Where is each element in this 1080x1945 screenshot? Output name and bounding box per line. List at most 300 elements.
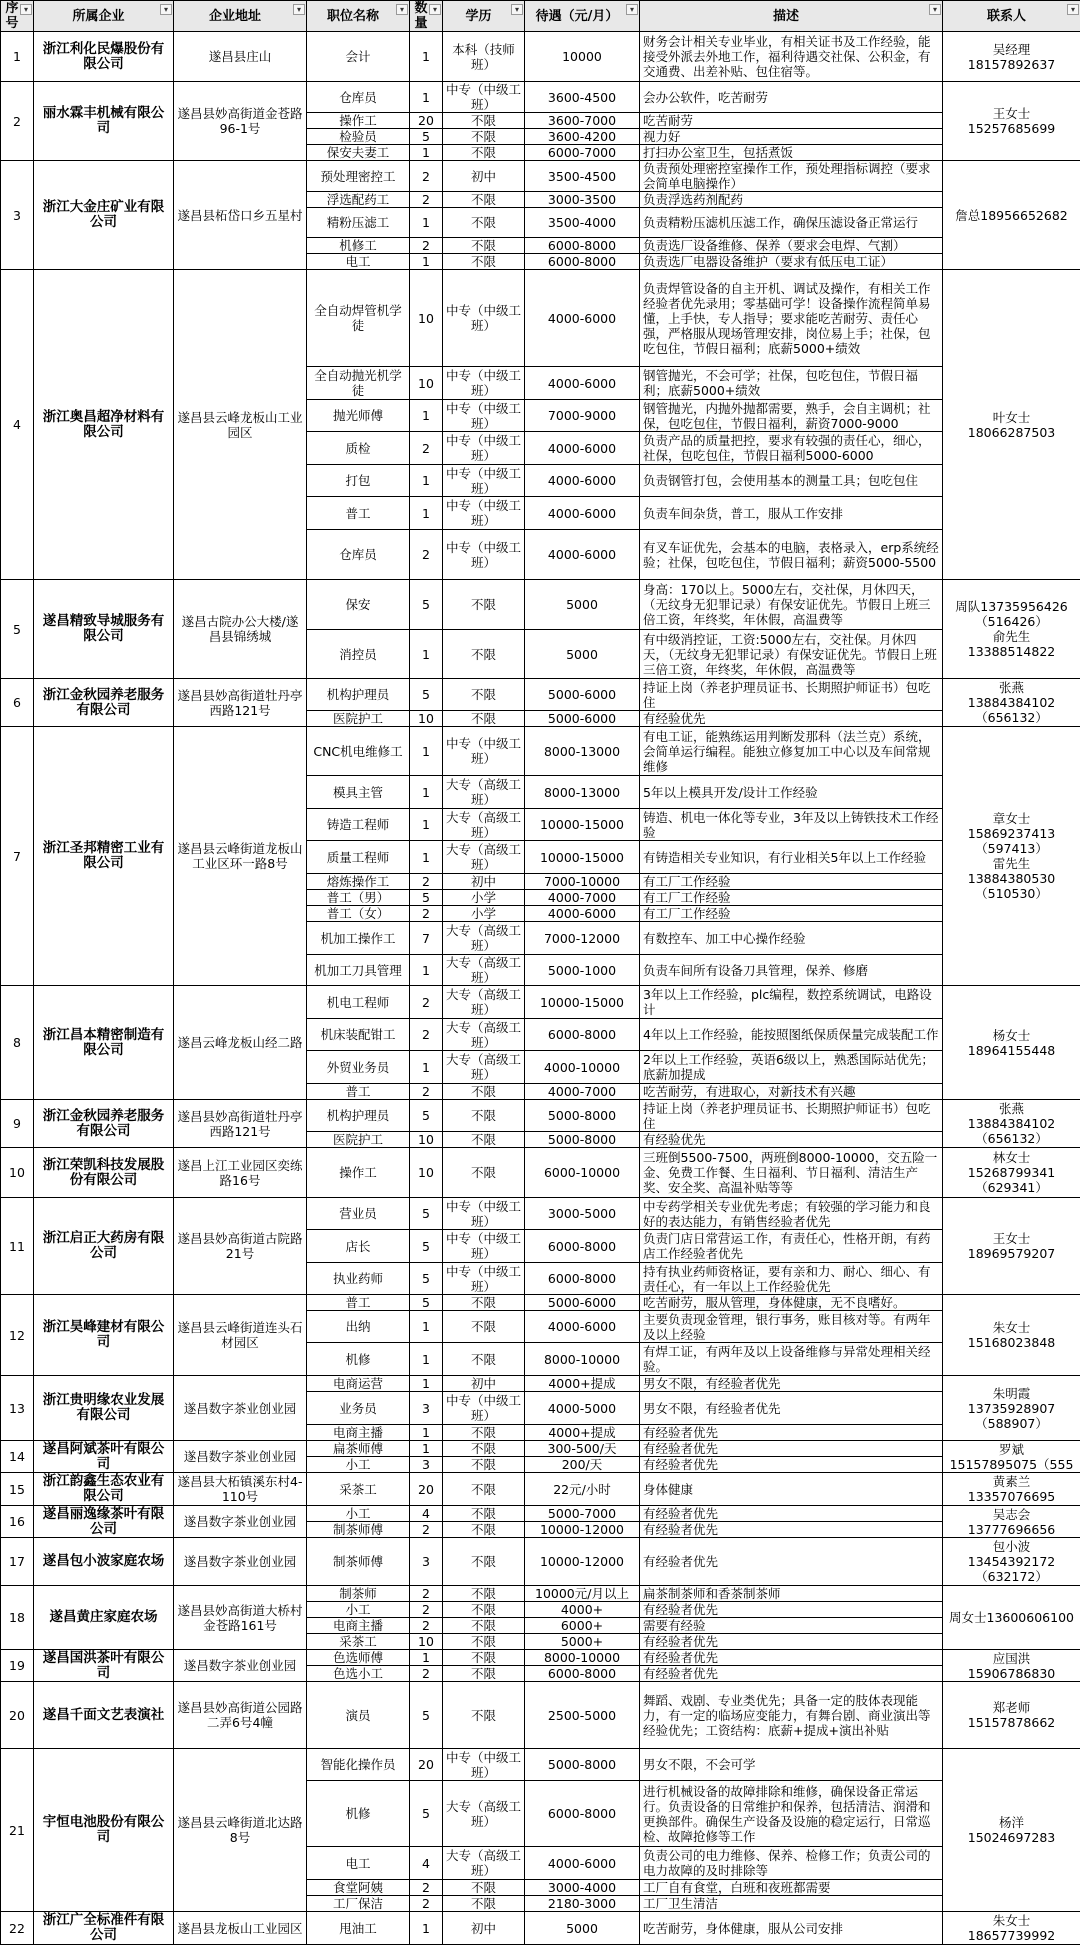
company-address: 遂昌县妙高街道牡丹亭西路121号 [174, 679, 307, 727]
header-count[interactable] [410, 1, 443, 32]
position-count: 1 [410, 1051, 443, 1084]
contact-person: 朱明霞 13735928907 （588907） [943, 1376, 1080, 1441]
position-count: 20 [410, 113, 443, 129]
company-address: 遂昌县妙高街道金苍路96-1号 [174, 82, 307, 161]
table-row [1, 1506, 1080, 1522]
salary-range: 8000-10000 [525, 1650, 640, 1666]
education-requirement: 不限 [443, 1425, 525, 1441]
position-description: 主要负责现金管理，银行事务，账目核对等。有两年及以上经验 [640, 1311, 943, 1343]
position-description: 打扫办公室卫生，包括煮饭 [640, 145, 943, 161]
company-name: 浙江大金庄矿业有限公司 [34, 161, 174, 270]
table-row [1, 1650, 1080, 1666]
position-count: 3 [410, 1538, 443, 1586]
position-count: 2 [410, 1522, 443, 1538]
salary-range: 6000-8000 [525, 1230, 640, 1263]
table-row [1, 1148, 1080, 1198]
company-address: 遂昌上江工业园区奕练路16号 [174, 1148, 307, 1198]
position-count: 2 [410, 1896, 443, 1912]
position-description: 有经验者优先 [640, 1634, 943, 1650]
education-requirement: 大专（高级工班） [443, 1847, 525, 1880]
company-address: 遂昌数字茶业创业园 [174, 1506, 307, 1538]
company-name: 浙江奥昌超净材料有限公司 [34, 270, 174, 580]
position-title: 电工 [307, 254, 410, 270]
position-description: 吃苦耐劳，服从管理，身体健康，无不良嗜好。 [640, 1295, 943, 1311]
education-requirement: 中专（中级工班） [443, 465, 525, 497]
filter-dropdown-icon[interactable]: ▾ [20, 4, 32, 15]
position-description: 有经验者优先 [640, 1506, 943, 1522]
position-description: 男女不限，有经验者优先 [640, 1392, 943, 1425]
salary-range: 4000-6000 [525, 530, 640, 580]
education-requirement: 中专（中级工班） [443, 367, 525, 400]
company-address: 遂昌县云峰龙板山工业园区 [174, 270, 307, 580]
contact-person: 张燕 13884384102 （656132） [943, 679, 1080, 727]
salary-range: 7000-12000 [525, 922, 640, 955]
position-description: 吃苦耐劳，有进取心，对新技术有兴趣 [640, 1084, 943, 1100]
salary-range: 4000-5000 [525, 1392, 640, 1425]
contact-person: 朱女士 15168023848 [943, 1295, 1080, 1376]
education-requirement: 中专（中级工班） [443, 1392, 525, 1425]
contact-person: 叶女士 18066287503 [943, 270, 1080, 580]
position-title: 色选师傅 [307, 1650, 410, 1666]
position-description: 负责焊管设备的自主开机、调试及操作，有相关工作经验者优先录用；零基础可学！设备操作流程简单易懂，上手快，专人指导；要求能吃苦耐劳、责任心强，严格服从现场管理安排，岗位易上手；社保，包吃包住，节假日福利；底薪5000+绩效 [640, 270, 943, 367]
position-description: 负责钢管打包，会使用基本的测量工具；包吃包住 [640, 465, 943, 497]
position-title: 店长 [307, 1230, 410, 1263]
education-requirement: 不限 [443, 679, 525, 711]
company-name: 宇恒电池股份有限公司 [34, 1749, 174, 1912]
company-name: 浙江韵鑫生态农业有限公司 [34, 1473, 174, 1506]
position-count: 7 [410, 922, 443, 955]
position-title: 普工（女） [307, 906, 410, 922]
salary-range: 5000+ [525, 1634, 640, 1650]
contact-person: 杨女士 18964155448 [943, 986, 1080, 1100]
position-count: 10 [410, 270, 443, 367]
position-count: 5 [410, 129, 443, 145]
position-count: 1 [410, 145, 443, 161]
company-name: 浙江启正大药房有限公司 [34, 1198, 174, 1295]
position-title: 医院护工 [307, 1132, 410, 1148]
salary-range: 5000-1000 [525, 955, 640, 986]
salary-range: 6000+ [525, 1618, 640, 1634]
position-title: 小工 [307, 1602, 410, 1618]
company-name: 遂昌包小波家庭农场 [34, 1538, 174, 1586]
position-count: 1 [410, 1650, 443, 1666]
position-title: 普工 [307, 1084, 410, 1100]
company-address: 遂昌数字茶业创业园 [174, 1441, 307, 1473]
contact-person: 吴志会 13777696656 [943, 1506, 1080, 1538]
position-count: 1 [410, 254, 443, 270]
salary-range: 4000+提成 [525, 1376, 640, 1392]
table-row [1, 1586, 1080, 1602]
header-description[interactable] [640, 1, 943, 32]
position-title: 医院护工 [307, 711, 410, 727]
position-title: 制茶师 [307, 1586, 410, 1602]
contact-person: 章女士 15869237413 （597413） 雷先生 13884380530 （510530） [943, 727, 1080, 986]
education-requirement: 中专（中级工班） [443, 530, 525, 580]
position-title: 采茶工 [307, 1473, 410, 1506]
header-salary[interactable] [525, 1, 640, 32]
position-title: 预处理密控工 [307, 161, 410, 192]
education-requirement: 不限 [443, 192, 525, 208]
position-title: 质量工程师 [307, 841, 410, 874]
position-description: 钢管抛光，内抛外抛都需要，熟手，会自主调机；社保，包吃包住，节假日福利，薪资7000-9000 [640, 400, 943, 432]
salary-range: 8000-10000 [525, 1343, 640, 1376]
position-title: 电商运营 [307, 1376, 410, 1392]
position-title: 制茶师傅 [307, 1522, 410, 1538]
company-name: 浙江昌本精密制造有限公司 [34, 986, 174, 1100]
position-count: 1 [410, 1912, 443, 1945]
position-title: CNC机电维修工 [307, 727, 410, 776]
education-requirement: 小学 [443, 890, 525, 906]
position-description: 有工厂工作经验 [640, 906, 943, 922]
position-count: 1 [410, 809, 443, 841]
contact-person: 朱女士 18657739992 [943, 1912, 1080, 1945]
filter-dropdown-icon[interactable]: ▾ [293, 4, 305, 15]
salary-range: 4000-6000 [525, 465, 640, 497]
company-address: 遂昌县妙高街道公园路二弄6号4幢 [174, 1682, 307, 1749]
position-count: 5 [410, 1230, 443, 1263]
company-address: 遂昌县龙板山工业园区 [174, 1912, 307, 1945]
position-title: 质检 [307, 432, 410, 465]
salary-range: 10000 [525, 32, 640, 82]
position-count: 10 [410, 1634, 443, 1650]
position-description: 负责车间所有设备刀具管理，保养、修磨 [640, 955, 943, 986]
education-requirement: 不限 [443, 208, 525, 238]
position-count: 20 [410, 1749, 443, 1781]
position-title: 食堂阿姨 [307, 1880, 410, 1896]
position-description: 有经验优先 [640, 1132, 943, 1148]
contact-person: 周女士13600606100 [943, 1586, 1080, 1650]
education-requirement: 不限 [443, 1132, 525, 1148]
education-requirement: 不限 [443, 1100, 525, 1132]
header-label: 学历 [465, 8, 492, 24]
position-count: 5 [410, 1100, 443, 1132]
position-description: 负责精粉压滤机压滤工作，确保压滤设备正常运行 [640, 208, 943, 238]
position-count: 20 [410, 1473, 443, 1506]
position-description: 有经验者优先 [640, 1538, 943, 1586]
education-requirement: 大专（高级工班） [443, 922, 525, 955]
contact-person: 张燕 13884384102 （656132） [943, 1100, 1080, 1148]
position-count: 1 [410, 1441, 443, 1457]
education-requirement: 不限 [443, 238, 525, 254]
salary-range: 4000-6000 [525, 906, 640, 922]
position-title: 采茶工 [307, 1634, 410, 1650]
position-count: 1 [410, 727, 443, 776]
salary-range: 3000-3500 [525, 192, 640, 208]
education-requirement: 不限 [443, 630, 525, 679]
position-count: 1 [410, 82, 443, 113]
education-requirement: 大专（高级工班） [443, 809, 525, 841]
salary-range: 7000-9000 [525, 400, 640, 432]
education-requirement: 不限 [443, 1634, 525, 1650]
contact-person: 王女士 18969579207 [943, 1198, 1080, 1295]
position-title: 业务员 [307, 1392, 410, 1425]
education-requirement: 不限 [443, 1650, 525, 1666]
table-row [1, 1912, 1080, 1945]
header-position[interactable] [307, 1, 410, 32]
filter-dropdown-icon[interactable]: ▾ [511, 4, 523, 15]
salary-range: 4000-7000 [525, 890, 640, 906]
position-count: 3 [410, 1392, 443, 1425]
education-requirement: 不限 [443, 1473, 525, 1506]
education-requirement: 大专（高级工班） [443, 776, 525, 809]
position-title: 模具主管 [307, 776, 410, 809]
position-description: 财务会计相关专业毕业，有相关证书及工作经验，能接受外派去外地工作，福利待遇交社保、公积金，有交通费、出差补贴、包住宿等。 [640, 32, 943, 82]
education-requirement: 不限 [443, 1618, 525, 1634]
position-title: 机加工操作工 [307, 922, 410, 955]
table-row [1, 986, 1080, 1019]
position-count: 1 [410, 955, 443, 986]
position-description: 有焊工证，有两年及以上设备维修与异常处理相关经验。 [640, 1343, 943, 1376]
position-description: 有电工证，能熟练运用判断发那科（法兰克）系统，会简单运行编程。能独立修复加工中心以及车间常规维修 [640, 727, 943, 776]
education-requirement: 不限 [443, 1666, 525, 1682]
table-row [1, 270, 1080, 367]
company-address: 遂昌县妙高街道大桥村金苍路161号 [174, 1586, 307, 1650]
row-number: 1 [1, 32, 34, 82]
position-description: 有经验者优先 [640, 1441, 943, 1457]
position-count: 2 [410, 1666, 443, 1682]
position-title: 营业员 [307, 1198, 410, 1230]
contact-person: 应国洪 15906786830 [943, 1650, 1080, 1682]
salary-range: 5000-6000 [525, 1295, 640, 1311]
salary-range: 5000 [525, 580, 640, 630]
position-title: 操作工 [307, 113, 410, 129]
position-description: 有经验者优先 [640, 1457, 943, 1473]
position-count: 2 [410, 1618, 443, 1634]
position-count: 1 [410, 465, 443, 497]
education-requirement: 不限 [443, 1441, 525, 1457]
salary-range: 4000-6000 [525, 270, 640, 367]
row-number: 10 [1, 1148, 34, 1198]
table-row [1, 1100, 1080, 1132]
education-requirement: 大专（高级工班） [443, 1051, 525, 1084]
education-requirement: 中专（中级工班） [443, 727, 525, 776]
position-count: 2 [410, 530, 443, 580]
salary-range: 200/天 [525, 1457, 640, 1473]
row-number: 7 [1, 727, 34, 986]
row-number: 20 [1, 1682, 34, 1749]
filter-dropdown-icon[interactable]: ▾ [626, 4, 638, 15]
position-count: 5 [410, 1295, 443, 1311]
position-title: 电工 [307, 1847, 410, 1880]
company-name: 遂昌丽逸缘茶叶有限公司 [34, 1506, 174, 1538]
salary-range: 6000-10000 [525, 1148, 640, 1198]
position-description: 铸造、机电一体化等专业，3年及以上铸铁技术工作经验 [640, 809, 943, 841]
table-row [1, 1441, 1080, 1457]
position-description: 有经验者优先 [640, 1522, 943, 1538]
position-description: 负责预处理密控室操作工作，预处理指标调控（要求会简单电脑操作） [640, 161, 943, 192]
table-row [1, 1538, 1080, 1586]
company-address: 遂昌县云峰街道北达路8号 [174, 1749, 307, 1912]
position-count: 2 [410, 192, 443, 208]
education-requirement: 中专（中级工班） [443, 1230, 525, 1263]
salary-range: 5000 [525, 630, 640, 679]
header-label: 描述 [772, 8, 799, 24]
position-description: 男女不限，有经验者优先 [640, 1376, 943, 1392]
position-count: 5 [410, 890, 443, 906]
education-requirement: 大专（高级工班） [443, 1781, 525, 1847]
header-company[interactable] [34, 1, 174, 32]
header-no[interactable] [1, 1, 34, 32]
salary-range: 7000-10000 [525, 874, 640, 890]
education-requirement: 初中 [443, 1912, 525, 1945]
position-description: 扁茶制茶师和香茶制茶师 [640, 1586, 943, 1602]
salary-range: 10000-15000 [525, 841, 640, 874]
education-requirement: 不限 [443, 1311, 525, 1343]
position-count: 2 [410, 238, 443, 254]
education-requirement: 不限 [443, 129, 525, 145]
education-requirement: 大专（高级工班） [443, 986, 525, 1019]
contact-person: 王女士 15257685699 [943, 82, 1080, 161]
position-count: 4 [410, 1847, 443, 1880]
row-number: 18 [1, 1586, 34, 1650]
education-requirement: 不限 [443, 1457, 525, 1473]
education-requirement: 不限 [443, 1682, 525, 1749]
position-title: 甩油工 [307, 1912, 410, 1945]
position-title: 演员 [307, 1682, 410, 1749]
education-requirement: 中专（中级工班） [443, 1198, 525, 1230]
position-title: 机加工刀具管理 [307, 955, 410, 986]
position-count: 2 [410, 1880, 443, 1896]
salary-range: 4000-7000 [525, 1084, 640, 1100]
position-count: 1 [410, 497, 443, 530]
position-title: 电商主播 [307, 1425, 410, 1441]
header-contact[interactable] [943, 1, 1080, 32]
salary-range: 4000-6000 [525, 1847, 640, 1880]
position-title: 机修工 [307, 238, 410, 254]
education-requirement: 中专（中级工班） [443, 400, 525, 432]
header-address[interactable] [174, 1, 307, 32]
position-count: 3 [410, 1457, 443, 1473]
position-title: 制茶师傅 [307, 1538, 410, 1586]
position-description: 3年以上工作经验，plc编程，数控系统调试，电路设计 [640, 986, 943, 1019]
row-number: 11 [1, 1198, 34, 1295]
education-requirement: 不限 [443, 1586, 525, 1602]
position-description: 负责门店日常营运工作，有责任心，性格开朗，有药店工作经验者优先 [640, 1230, 943, 1263]
salary-range: 5000-8000 [525, 1132, 640, 1148]
position-description: 有工厂工作经验 [640, 874, 943, 890]
contact-person: 林女士 15268799341 （629341） [943, 1148, 1080, 1198]
education-requirement: 本科（技师班） [443, 32, 525, 82]
position-count: 5 [410, 1198, 443, 1230]
filter-dropdown-icon[interactable]: ▾ [1067, 4, 1079, 15]
position-count: 1 [410, 776, 443, 809]
position-count: 5 [410, 1682, 443, 1749]
position-title: 小工 [307, 1457, 410, 1473]
filter-dropdown-icon[interactable]: ▾ [396, 4, 408, 15]
position-count: 1 [410, 1311, 443, 1343]
position-description: 男女不限，不会可学 [640, 1749, 943, 1781]
education-requirement: 不限 [443, 580, 525, 630]
position-count: 1 [410, 1376, 443, 1392]
position-title: 消控员 [307, 630, 410, 679]
position-description: 负责产品的质量把控，要求有较强的责任心，细心，社保，包吃包住，节假日福利5000-6000 [640, 432, 943, 465]
contact-person: 詹总18956652682 [943, 161, 1080, 270]
education-requirement: 不限 [443, 1148, 525, 1198]
table-row [1, 1473, 1080, 1506]
education-requirement: 中专（中级工班） [443, 1263, 525, 1295]
position-title: 会计 [307, 32, 410, 82]
education-requirement: 不限 [443, 1896, 525, 1912]
company-address: 遂昌县云峰街道连头石材园区 [174, 1295, 307, 1376]
position-count: 10 [410, 1148, 443, 1198]
position-title: 浮选配药工 [307, 192, 410, 208]
salary-range: 6000-8000 [525, 1019, 640, 1051]
contact-person: 罗斌 15157895075（555 [943, 1441, 1080, 1473]
position-count: 1 [410, 208, 443, 238]
position-count: 4 [410, 1506, 443, 1522]
education-requirement: 不限 [443, 1538, 525, 1586]
header-label: 联系人 [986, 8, 1026, 24]
position-description: 工厂卫生清洁 [640, 1896, 943, 1912]
salary-range: 3500-4500 [525, 161, 640, 192]
company-name: 丽水霖丰机械有限公司 [34, 82, 174, 161]
company-name: 浙江利化民爆股份有限公司 [34, 32, 174, 82]
filter-dropdown-icon[interactable]: ▾ [929, 4, 941, 15]
education-requirement: 小学 [443, 906, 525, 922]
position-count: 1 [410, 32, 443, 82]
company-address: 遂昌云峰龙板山经二路 [174, 986, 307, 1100]
position-count: 5 [410, 679, 443, 711]
salary-range: 10000-12000 [525, 1522, 640, 1538]
salary-range: 5000-8000 [525, 1100, 640, 1132]
row-number: 2 [1, 82, 34, 161]
position-description: 有经验者优先 [640, 1602, 943, 1618]
row-number: 17 [1, 1538, 34, 1586]
position-description: 工厂自有食堂，白班和夜班都需要 [640, 1880, 943, 1896]
salary-range: 8000-13000 [525, 776, 640, 809]
education-requirement: 不限 [443, 1295, 525, 1311]
position-description: 有中级消控证，工资:5000左右，交社保。月休四天，（无纹身无犯罪记录）有保安证优先。节假日上班三倍工资，年终奖，年休假，高温费等 [640, 630, 943, 679]
company-name: 浙江广全标准件有限公司 [34, 1912, 174, 1945]
company-address: 遂昌县妙高街道古院路21号 [174, 1198, 307, 1295]
education-requirement: 不限 [443, 1880, 525, 1896]
salary-range: 6000-7000 [525, 145, 640, 161]
table-row [1, 1295, 1080, 1311]
education-requirement: 不限 [443, 1522, 525, 1538]
salary-range: 10000-15000 [525, 986, 640, 1019]
education-requirement: 中专（中级工班） [443, 270, 525, 367]
position-title: 机构护理员 [307, 679, 410, 711]
position-count: 2 [410, 432, 443, 465]
position-description: 有叉车证优先，会基本的电脑，表格录入，erp系统经验；社保，包吃包住，节假日福利；薪资5000-5500 [640, 530, 943, 580]
salary-range: 6000-8000 [525, 1263, 640, 1295]
row-number: 3 [1, 161, 34, 270]
salary-range: 8000-13000 [525, 727, 640, 776]
salary-range: 3600-7000 [525, 113, 640, 129]
education-requirement: 大专（高级工班） [443, 841, 525, 874]
company-address: 遂昌县云峰街道龙板山工业区环一路8号 [174, 727, 307, 986]
salary-range: 5000-7000 [525, 1506, 640, 1522]
position-description: 视力好 [640, 129, 943, 145]
position-count: 1 [410, 1343, 443, 1376]
position-description: 持证上岗（养老护理员证书、长期照护师证书）包吃住 [640, 1100, 943, 1132]
position-title: 精粉压滤工 [307, 208, 410, 238]
header-education[interactable] [443, 1, 525, 32]
filter-dropdown-icon[interactable]: ▾ [160, 4, 172, 15]
filter-dropdown-icon[interactable]: ▾ [429, 4, 441, 15]
row-number: 13 [1, 1376, 34, 1441]
company-name: 遂昌国洪茶叶有限公司 [34, 1650, 174, 1682]
position-title: 操作工 [307, 1148, 410, 1198]
salary-range: 5000-6000 [525, 711, 640, 727]
education-requirement: 初中 [443, 161, 525, 192]
header-row [1, 1, 1080, 32]
salary-range: 4000+提成 [525, 1425, 640, 1441]
education-requirement: 不限 [443, 1602, 525, 1618]
position-title: 保安 [307, 580, 410, 630]
position-title: 小工 [307, 1506, 410, 1522]
salary-range: 6000-8000 [525, 254, 640, 270]
